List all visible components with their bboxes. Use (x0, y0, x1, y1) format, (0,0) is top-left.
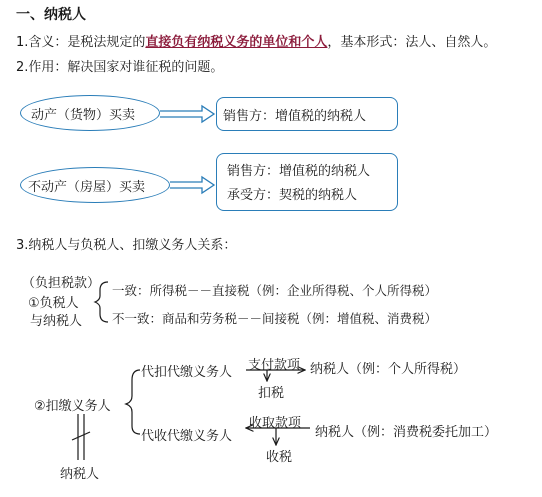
tax-burden-label: （负担税款） (22, 276, 101, 291)
relationship-line: 3.纳税人与负税人、扣缴义务人关系： (16, 238, 237, 253)
seller-vat-label-2: 销售方：增值税的纳税人 (227, 164, 371, 179)
seller-vat-label: 销售方：增值税的纳税人 (223, 109, 367, 124)
inconsistent-branch: 不一致：商品和劳务税－－间接税（例：增值税、消费税） (112, 311, 438, 326)
payment-arrow-label: 支付款项 (248, 358, 301, 373)
withholding-agent-type: 代扣代缴义务人 (141, 365, 233, 380)
collecting-action: 收税 (266, 450, 293, 465)
collecting-target: 纳税人（例：消费税委托加工） (315, 425, 498, 440)
consistent-branch: 一致：所得税－－直接税（例：企业所得税、个人所得税） (112, 283, 438, 298)
brace-relation-2 (126, 370, 140, 434)
movable-property-label: 动产（货物）买卖 (31, 108, 136, 123)
taxpayer-burden-label: ①负税人 (28, 296, 79, 311)
withholding-action: 扣税 (258, 386, 285, 401)
withholding-agent-label: ②扣缴义务人 (34, 399, 111, 414)
definition-suffix: ，基本形式：法人、自然人。 (327, 35, 497, 50)
real-estate-label: 不动产（房屋）买卖 (28, 180, 146, 195)
collecting-agent-type: 代收代缴义务人 (141, 429, 233, 444)
not-equal-symbol (72, 414, 90, 460)
definition-highlight: 直接负有纳税义务的单位和个人 (145, 35, 328, 50)
double-arrow-2 (170, 177, 214, 193)
buyer-deed-tax-label: 承受方：契税的纳税人 (227, 188, 358, 203)
definition-prefix: 1.含义：是税法规定的 (16, 35, 146, 50)
brace-relation-1 (95, 282, 108, 322)
function-line: 2.作用：解决国家对谁征税的问题。 (16, 60, 224, 75)
withholding-target: 纳税人（例：个人所得税） (310, 362, 467, 377)
bottom-taxpayer-label: 纳税人 (60, 467, 100, 482)
double-arrow-1 (160, 106, 214, 122)
section-heading: 一、纳税人 (16, 7, 86, 23)
collection-arrow-label: 收取款项 (249, 416, 302, 431)
and-taxpayer-label: 与纳税人 (30, 314, 83, 329)
